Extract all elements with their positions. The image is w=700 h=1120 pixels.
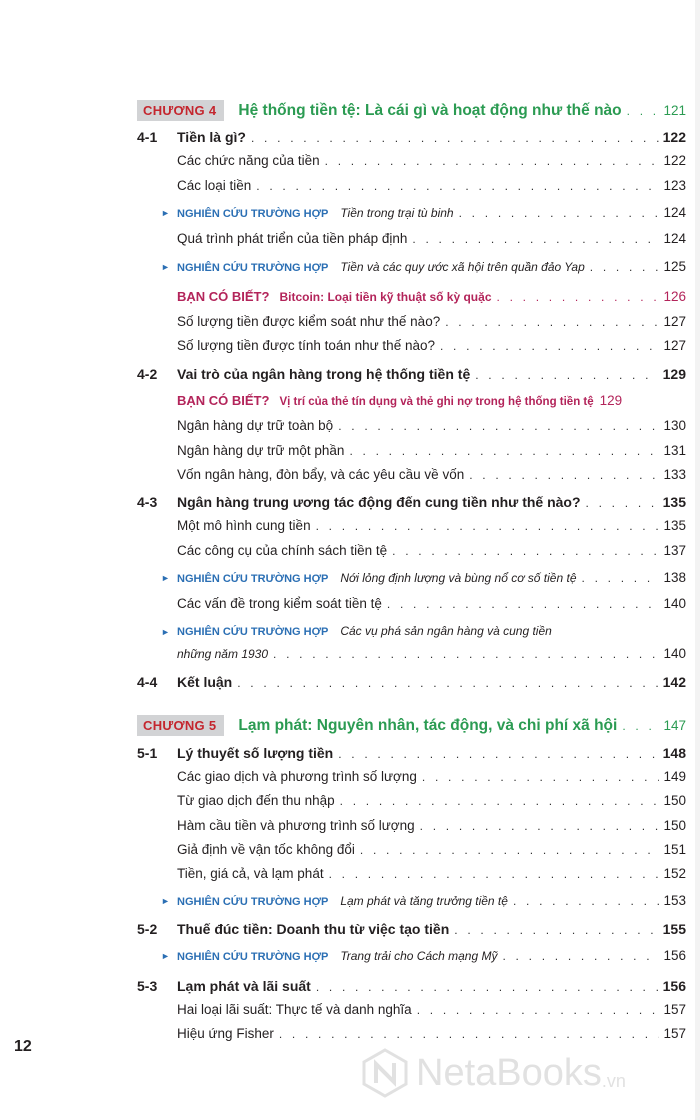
- page-number: 140: [663, 596, 686, 611]
- toc-entry-4-3[interactable]: [177, 494, 686, 510]
- entry-title: Hiệu ứng Fisher: [177, 1026, 274, 1041]
- dot-leader: [622, 719, 659, 733]
- case-study-title: Các vụ phá sản ngân hàng và cung tiền: [340, 624, 552, 638]
- section-title: Lý thuyết số lượng tiền: [177, 745, 334, 761]
- case-study-entry[interactable]: [177, 948, 686, 963]
- toc-entry[interactable]: [177, 1002, 686, 1017]
- toc-entry[interactable]: [177, 793, 686, 808]
- dot-leader: [325, 154, 660, 168]
- entry-title: Số lượng tiền được tính toán như thế nào?: [177, 338, 435, 353]
- section-number: 4-4: [137, 674, 158, 690]
- toc-entry[interactable]: [177, 153, 686, 168]
- entry-title: Ngân hàng dự trữ toàn bộ: [177, 418, 334, 433]
- section-number: 4-1: [137, 129, 158, 145]
- dot-leader: [338, 747, 658, 761]
- dot-leader: [422, 770, 660, 784]
- dot-leader: [256, 179, 659, 193]
- toc-entry[interactable]: [177, 842, 686, 857]
- case-study-title: Trang trải cho Cách mạng Mỹ: [340, 949, 498, 963]
- entry-title: Vốn ngân hàng, đòn bẩy, và các yêu cầu về vốn: [177, 467, 465, 482]
- dot-leader: [392, 544, 659, 558]
- dot-leader: [340, 794, 660, 808]
- dot-leader: [454, 923, 658, 937]
- case-study-label: NGHIÊN CỨU TRƯỜNG HỢP: [177, 262, 329, 274]
- chapter-4-page: 121: [663, 103, 686, 118]
- page-edge-shadow: [695, 0, 700, 1120]
- entry-title: Hai loại lãi suất: Thực tế và danh nghĩa: [177, 1002, 412, 1017]
- page-number: 125: [663, 259, 686, 274]
- dot-leader: [237, 676, 658, 690]
- section-title: Thuế đúc tiền: Doanh thu từ việc tạo tiền: [177, 921, 450, 937]
- toc-entry[interactable]: [177, 443, 686, 458]
- page-number: 153: [663, 893, 686, 908]
- case-study-label: NGHIÊN CỨU TRƯỜNG HỢP: [177, 626, 329, 638]
- case-study-title: Tiền trong trại tù binh: [340, 206, 454, 220]
- page-number: 124: [663, 231, 686, 246]
- case-study-title: Tiền và các quy ước xã hội trên quần đảo Yap: [340, 260, 585, 274]
- chapter-4-title: Hệ thống tiền tệ: Là cái gì và hoạt động như thế nào: [238, 102, 622, 119]
- toc-entry[interactable]: [177, 518, 686, 533]
- chapter-5-page: 147: [663, 718, 686, 733]
- chapter-5-title: Lạm phát: Nguyên nhân, tác động, và chi phí xã hội: [238, 717, 618, 734]
- case-study-label: NGHIÊN CỨU TRƯỜNG HỢP: [177, 573, 329, 585]
- case-study-label: NGHIÊN CỨU TRƯỜNG HỢP: [177, 951, 329, 963]
- dot-leader: [590, 260, 660, 274]
- arrow-right-icon: ►: [161, 573, 170, 583]
- entry-title: Tiền, giá cả, và lạm phát: [177, 866, 324, 881]
- dot-leader: [338, 419, 659, 433]
- entry-title: Các vấn đề trong kiểm soát tiền tệ: [177, 596, 382, 611]
- section-number: 5-2: [137, 921, 158, 937]
- entry-title: Một mô hình cung tiền: [177, 518, 311, 533]
- case-study-title: Lạm phát và tăng trưởng tiền tệ: [340, 894, 508, 908]
- dot-leader: [387, 597, 660, 611]
- page-number: 129: [599, 393, 623, 408]
- dot-leader: [459, 206, 660, 220]
- toc-entry[interactable]: [177, 818, 686, 833]
- entry-title: Từ giao dịch đến thu nhập: [177, 793, 335, 808]
- did-you-know-label: BẠN CÓ BIẾT?: [177, 393, 270, 408]
- entry-title: Các công cụ của chính sách tiền tệ: [177, 543, 388, 558]
- dot-leader: [412, 232, 659, 246]
- section-title: Lạm phát và lãi suất: [177, 978, 311, 994]
- page-number: 151: [663, 842, 686, 857]
- dot-leader: [586, 496, 659, 510]
- page-number: 135: [662, 494, 686, 510]
- page-number: 152: [663, 866, 686, 881]
- watermark: [362, 1048, 626, 1098]
- chapter-5-badge: CHƯƠNG 5: [137, 715, 224, 736]
- case-study-entry[interactable]: [177, 624, 686, 638]
- chapter-5-heading[interactable]: [137, 715, 686, 736]
- toc-entry[interactable]: [177, 467, 686, 482]
- netabooks-logo-icon: [362, 1048, 408, 1098]
- dot-leader: [349, 444, 659, 458]
- chapter-4-heading[interactable]: [137, 100, 686, 121]
- dot-leader: [360, 843, 660, 857]
- toc-entry[interactable]: [177, 231, 686, 246]
- section-title: Kết luận: [177, 674, 233, 690]
- entry-title: Các giao dịch và phương trình số lượng: [177, 769, 417, 784]
- entry-title: Quá trình phát triển của tiền pháp định: [177, 231, 408, 246]
- dot-leader: [502, 949, 659, 963]
- watermark-suffix: .vn: [601, 1071, 626, 1091]
- dot-leader: [582, 571, 660, 585]
- entry-title: Số lượng tiền được kiểm soát như thế nào?: [177, 314, 441, 329]
- toc-entry[interactable]: [177, 866, 686, 881]
- case-study-entry[interactable]: [177, 893, 686, 908]
- page-number: 149: [663, 769, 686, 784]
- dot-leader: [316, 519, 660, 533]
- page-number: 123: [663, 178, 686, 193]
- toc-entry[interactable]: [177, 314, 686, 329]
- page-number: 135: [663, 518, 686, 533]
- dot-leader: [420, 819, 660, 833]
- dot-leader: [469, 468, 659, 482]
- dot-leader: [279, 1027, 660, 1041]
- toc-entry-4-1[interactable]: [177, 129, 686, 145]
- page-number: 126: [663, 289, 686, 304]
- case-study-title-continued: những năm 1930: [177, 647, 269, 661]
- page-number-footer: 12: [14, 1038, 32, 1055]
- case-study-entry-continued[interactable]: [177, 646, 686, 661]
- page-number: 133: [663, 467, 686, 482]
- page-number: 122: [663, 153, 686, 168]
- did-you-know-title: Bitcoin: Loại tiền kỹ thuật số kỳ quặc: [279, 290, 492, 304]
- dot-leader: [497, 290, 660, 304]
- toc-entry-5-3[interactable]: [177, 978, 686, 994]
- chapter-4-badge: CHƯƠNG 4: [137, 100, 224, 121]
- arrow-right-icon: ►: [161, 208, 170, 218]
- section-title: Vai trò của ngân hàng trong hệ thống tiền tệ: [177, 366, 471, 382]
- did-you-know-entry[interactable]: [177, 289, 686, 304]
- section-title: Tiền là gì?: [177, 129, 246, 145]
- toc-entry-4-2[interactable]: [177, 366, 686, 382]
- page-number: 127: [663, 314, 686, 329]
- page-number: 157: [663, 1026, 686, 1041]
- did-you-know-title: Vị trí của thẻ tín dụng và thẻ ghi nợ trong hệ thống tiền tệ: [279, 396, 594, 408]
- dot-leader: [417, 1003, 660, 1017]
- toc-entry-5-1[interactable]: [177, 745, 686, 761]
- section-number: 5-1: [137, 745, 158, 761]
- case-study-label: NGHIÊN CỨU TRƯỜNG HỢP: [177, 208, 329, 220]
- entry-title: Ngân hàng dự trữ một phần: [177, 443, 345, 458]
- arrow-right-icon: ►: [161, 627, 170, 637]
- page-number: 127: [663, 338, 686, 353]
- page-number: 130: [663, 418, 686, 433]
- dot-leader: [627, 104, 660, 118]
- arrow-right-icon: ►: [161, 262, 170, 272]
- watermark-text: NetaBooks: [416, 1051, 602, 1094]
- toc-entry[interactable]: [177, 178, 686, 193]
- dot-leader: [475, 368, 658, 382]
- page-number: 138: [663, 570, 686, 585]
- page-number: 124: [663, 205, 686, 220]
- page-number: 150: [663, 818, 686, 833]
- page-number: 142: [662, 674, 686, 690]
- entry-title: Các chức năng của tiền: [177, 153, 320, 168]
- page-number: 140: [663, 646, 686, 661]
- case-study-entry[interactable]: [177, 205, 686, 220]
- toc-entry[interactable]: [177, 1026, 686, 1041]
- arrow-right-icon: ►: [161, 896, 170, 906]
- dot-leader: [316, 980, 659, 994]
- page-number: 131: [663, 443, 686, 458]
- case-study-label: NGHIÊN CỨU TRƯỜNG HỢP: [177, 896, 329, 908]
- toc-entry[interactable]: [177, 338, 686, 353]
- page-number: 150: [663, 793, 686, 808]
- entry-title: Hàm cầu tiền và phương trình số lượng: [177, 818, 415, 833]
- did-you-know-entry[interactable]: [177, 393, 686, 408]
- toc-entry-5-2[interactable]: [177, 921, 686, 937]
- toc-entry-4-4[interactable]: [177, 674, 686, 690]
- page-number: 129: [662, 366, 686, 382]
- section-number: 4-2: [137, 366, 158, 382]
- arrow-right-icon: ►: [161, 951, 170, 961]
- toc-entry[interactable]: [177, 596, 686, 611]
- section-number: 4-3: [137, 494, 158, 510]
- toc-entry[interactable]: [177, 543, 686, 558]
- did-you-know-label: BẠN CÓ BIẾT?: [177, 289, 270, 304]
- dot-leader: [273, 647, 659, 661]
- dot-leader: [251, 131, 659, 145]
- page-number: 156: [663, 948, 686, 963]
- page-number: 122: [662, 129, 686, 145]
- dot-leader: [445, 315, 659, 329]
- case-study-entry[interactable]: [177, 259, 686, 274]
- section-number: 5-3: [137, 978, 158, 994]
- case-study-entry[interactable]: [177, 570, 686, 585]
- section-title: Ngân hàng trung ương tác động đến cung tiền như thế nào?: [177, 494, 581, 510]
- page-number: 148: [662, 745, 686, 761]
- dot-leader: [513, 894, 660, 908]
- dot-leader: [329, 867, 660, 881]
- case-study-title: Nới lỏng định lượng và bùng nổ cơ số tiền tệ: [340, 571, 577, 585]
- toc-entry[interactable]: [177, 769, 686, 784]
- page-number: 156: [662, 978, 686, 994]
- entry-title: Các loại tiền: [177, 178, 252, 193]
- entry-title: Giả định về vận tốc không đổi: [177, 842, 355, 857]
- toc-entry[interactable]: [177, 418, 686, 433]
- page-number: 137: [663, 543, 686, 558]
- page-number: 157: [663, 1002, 686, 1017]
- page-number: 155: [662, 921, 686, 937]
- dot-leader: [440, 339, 659, 353]
